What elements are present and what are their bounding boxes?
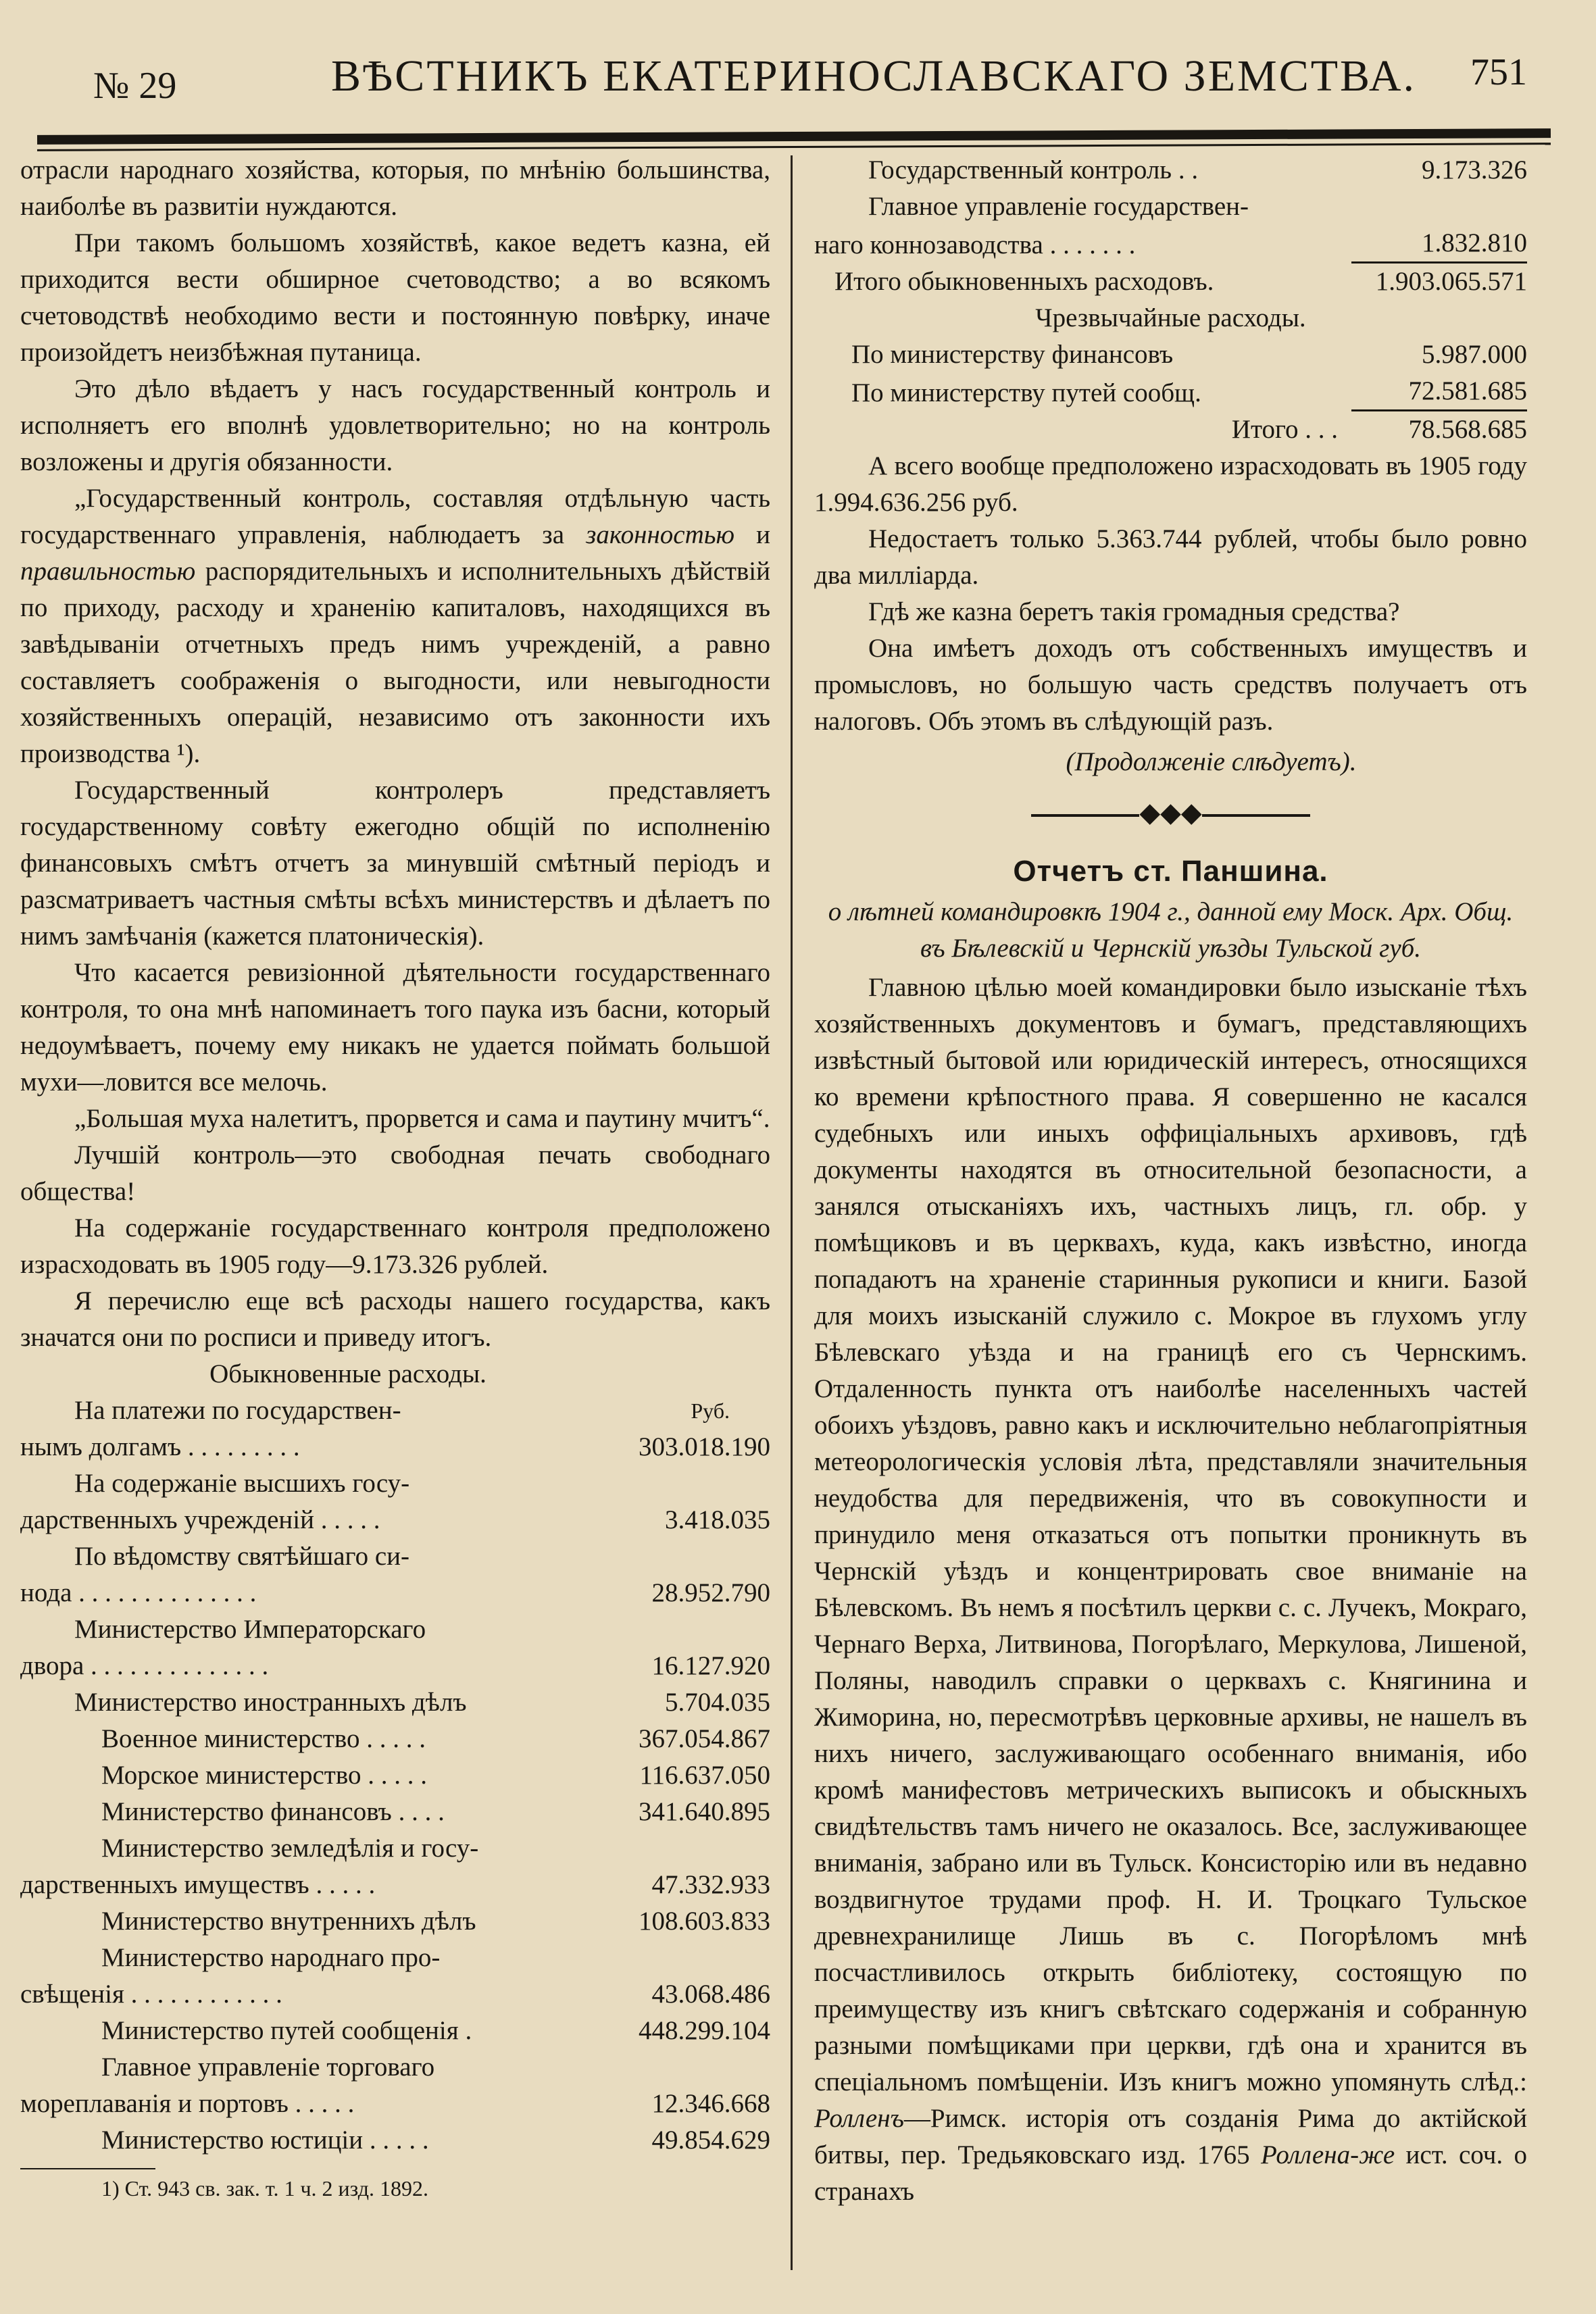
ledger-row: дарственныхъ учрежденій . . . . . 3.418.035 [20, 1505, 770, 1534]
continued-note: (Продолженіе слѣдуетъ). [1066, 747, 1357, 776]
ledger-total-row: Итого обыкновенныхъ расходовъ. 1.903.065.571 [834, 267, 1527, 296]
paragraph: Гдѣ же казна беретъ такія громадныя средства? [868, 597, 1400, 626]
ledger-row: двора . . . . . . . . . . . . . . 16.127.920 [20, 1651, 770, 1680]
paragraph: А всего вообще предположено израсходовать въ 1905 году 1.994.636.256 руб. [814, 451, 1527, 517]
ledger-row: На содержаніе высшихъ госу- [74, 1469, 410, 1498]
ledger-row: На платежи по государствен- Руб. [20, 1392, 770, 1429]
ledger-row: Министерство юстиціи . . . . . 49.854.629 [101, 2126, 770, 2155]
ledger-row: По вѣдомству святѣйшаго си- [74, 1542, 409, 1571]
emphasis-text: Ролленъ [814, 2104, 904, 2133]
paragraph: Она имѣетъ доходъ отъ собственныхъ имуществъ и промысловъ, но большую часть средствъ получаетъ отъ налоговъ. Объ этомъ въ слѣдующій разъ. [814, 634, 1527, 736]
ledger-row: Министерство иностранныхъ дѣлъ 5.704.035 [74, 1688, 770, 1717]
header-rule-thin [37, 143, 1551, 151]
paragraph: Недостаетъ только 5.363.744 рублей, чтобы было ровно два милліарда. [814, 524, 1527, 590]
paragraph: Что касается ревизіонной дѣятельности государственнаго контроля, то она мнѣ напоминаетъ того паука изъ басни, который недоумѣваетъ, почему ему никакъ не удается поймать большой мухи—ловится все мелочь. [20, 958, 770, 1097]
ledger-row: По министерству путей сообщ. 72.581.685 [814, 373, 1527, 411]
budget-summary-table [814, 152, 1527, 448]
paragraph: Это дѣло вѣдаетъ у насъ государственный контроль и исполняетъ его вполнѣ удовлетворительно; но на контроль возложены и другія обязанности. [20, 374, 770, 476]
ledger-row: свѣщенія . . . . . . . . . . . . 43.068.486 [20, 1980, 770, 2009]
ledger-row: По министерству финансовъ 5.987.000 [851, 340, 1527, 369]
page-number: 751 [1470, 51, 1527, 93]
ledger-row: Министерство путей сообщенія . 448.299.104 [101, 2016, 770, 2045]
ledger-row: Главное управленіе государствен- [868, 192, 1249, 221]
ordinary-expenses-heading: Обыкновенные расходы. [209, 1359, 487, 1388]
paragraph: Государственный контролеръ представляетъ государственному совѣту ежегодно общій по исполненію финансовыхъ смѣтъ отчетъ за минувшій смѣтный періодъ и разсматриваетъ частныя смѣты всѣхъ министерствъ и дѣлаетъ по нимъ замѣчанія (кажется платоническія). [20, 776, 770, 951]
column-divider [791, 155, 793, 2270]
emphasis-text: законностью [586, 520, 735, 549]
ledger-row: дарственныхъ имуществъ . . . . . 47.332.933 [20, 1870, 770, 1899]
quote-paragraph: „Государственный контроль, составляя отдѣльную часть государственнаго управленія, наблюдаетъ за законностью и правильностью распорядительныхъ и исполнительныхъ дѣйствій по приходу, расходу и храненію капиталовъ, находящихся въ завѣдываніи отчетныхъ предъ нимъ учрежденій, а равно составляетъ соображенія о выгодности, или невыгодности хозяйственныхъ операцій, независимо отъ законности ихъ производства ¹). [20, 484, 770, 768]
ledger-row: Военное министерство . . . . . 367.054.867 [101, 1724, 770, 1753]
ledger-row: Государственный контроль . . 9.173.326 [868, 155, 1527, 184]
ledger-row: Морское министерство . . . . . 116.637.050 [101, 1761, 770, 1790]
emphasis-text: правильностью [20, 557, 196, 586]
currency-label: Руб. [691, 1399, 730, 1423]
ledger-row: Министерство Императорскаго [74, 1615, 426, 1644]
journal-title: ВѢСТНИКЪ ЕКАТЕРИНОСЛАВСКАГО ЗЕМСТВА. [331, 51, 1417, 101]
left-column [20, 152, 770, 2203]
ledger-row: Главное управленіе торговаго [101, 2053, 435, 2082]
paragraph: При такомъ большомъ хозяйствѣ, какое ведетъ казна, ей приходится вести обширное счетоводство; а во всякомъ счетоводствѣ необходимо вести и постоянную повѣрку, иначе произойдетъ неизбѣжная путаница. [20, 228, 770, 367]
footnote-rule [20, 2168, 155, 2169]
paragraph: „Большая муха налетитъ, прорвется и сама и паутину мчитъ“. [74, 1104, 770, 1133]
article-body: Главною цѣлью моей командировки было изысканіе тѣхъ хозяйственныхъ документовъ и бумагъ, представляющихъ извѣстный бытовой или юридическій интересъ, относящихся ко времени крѣпостного права. Я совершенно не касался судебныхъ или иныхъ оффиціальныхъ архивовъ, гдѣ документы находятся въ относительной безопасности, а занялся отысканіяхъ ихъ, частныхъ лицъ, гл. обр. у помѣщиковъ и въ церквахъ, куда, какъ извѣстно, иногда попадаютъ на храненіе старинныя рукописи и книги. Базой для моихъ изысканій служило с. Мокрое въ глухомъ углу Бѣлевскаго уѣзда и на границѣ его съ Чернскимъ. Отдаленность пункта отъ наиболѣе населенныхъ частей обоихъ уѣздовъ, равно какъ и исключительно неблагопріятныя метеорологическія условія лѣта, представляли значительныя неудобства для передвиженія, что въ совокупности и принудило меня отказаться отъ попытки проникнуть въ Чернскій уѣздъ и концентрировать свое вниманіе на Бѣлевскомъ. Въ немъ я посѣтилъ церкви с. с. Лучекъ, Мокраго, Чернаго Верха, Литвинова, Погорѣлаго, Меркулова, Лишеной, Поляны, наводилъ справки о церквахъ с. Княгинина и Жиморина, но, пересмотрѣвъ церковные архивы, не нашелъ въ нихъ ничего, заслуживающаго особеннаго вниманія, ибо кромѣ манифестовъ метрическихъ выписокъ и обыскныхъ свидѣтельствъ тамъ ничего не оказалось. Все, заслуживающее вниманія, забрано или въ Тульск. Консисторію или въ недавно воздвигнутое трудами проф. Н. И. Троцкаго Тульское древнехранилище Лишь въ с. Погорѣломъ мнѣ посчастливилось открыть библіотеку, состоящую по преимуществу изъ книгъ свѣтскаго содержанія и собранную разными помѣщиками при церкви, гдѣ она и хранится въ спеціальномъ помѣщеніи. Изъ книгъ можно упомянуть слѣд.: Ролленъ—Римск. исторія отъ созданія Рима до актійской битвы, пер. Тредьяковскаго изд. 1765 Роллена-же ист. соч. о странахъ [814, 973, 1528, 2206]
ledger-total-row: Итого . . . 78.568.685 [1231, 415, 1527, 444]
ledger-row: наго коннозаводства . . . . . . . 1.832.810 [814, 225, 1527, 263]
right-column [814, 152, 1527, 2210]
article-subtitle: о лѣтней командировкѣ 1904 г., данной ему Моск. Арх. Общ. въ Бѣлевскій и Чернскій уѣзды Тульской губ. [828, 897, 1514, 963]
ledger-row: Министерство внутреннихъ дѣлъ 108.603.833 [101, 1907, 770, 1936]
page-header [34, 37, 1554, 139]
section-ornament [814, 793, 1527, 833]
ledger-row: Министерство земледѣлія и госу- [101, 1834, 479, 1863]
paragraph: На содержаніе государственнаго контроля предположено израсходовать въ 1905 году—9.173.326 рублей. [20, 1213, 770, 1279]
emphasis-text: Роллена-же [1261, 2140, 1395, 2169]
article-title: Отчетъ ст. Паншина. [1013, 855, 1328, 888]
ordinary-expenses-table [20, 1356, 770, 2159]
ledger-row: нымъ долгамъ . . . . . . . . . 303.018.190 [20, 1432, 770, 1461]
ledger-row: Министерство народнаго про- [101, 1943, 441, 1972]
diamond-ornament-icon: ◆◆◆ [1139, 797, 1202, 828]
ledger-row: нода . . . . . . . . . . . . . . 28.952.790 [20, 1578, 770, 1607]
ledger-row: мореплаванія и портовъ . . . . . 12.346.668 [20, 2089, 770, 2118]
paragraph: отрасли народнаго хозяйства, которыя, по мнѣнію большинства, наиболѣе въ развитіи нуждаются. [20, 155, 770, 221]
issue-number: № 29 [93, 65, 177, 107]
paragraph: Я перечислю еще всѣ расходы нашего государства, какъ значатся они по росписи и приведу итогъ. [20, 1286, 770, 1352]
ledger-row: Министерство финансовъ . . . . 341.640.895 [101, 1797, 770, 1826]
paragraph: Лучшій контроль—это свободная печать свободнаго общества! [20, 1140, 770, 1206]
footnote: 1) Ст. 943 св. зак. т. 1 ч. 2 изд. 1892. [101, 2176, 428, 2200]
extra-expenses-heading: Чрезвычайные расходы. [1035, 303, 1306, 332]
